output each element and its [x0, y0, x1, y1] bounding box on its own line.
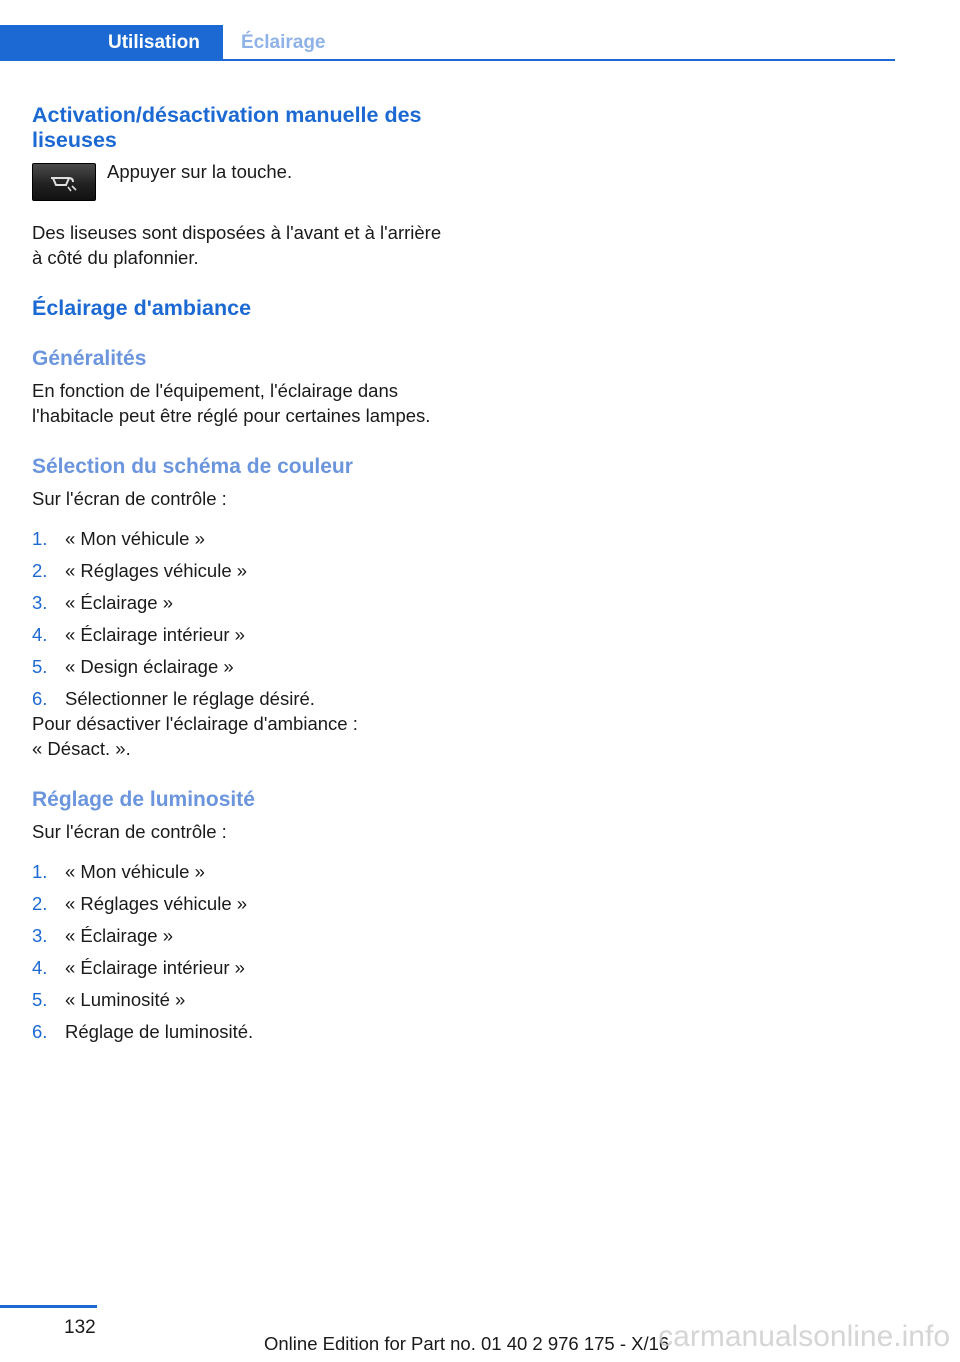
step-text: « Réglages véhicule » [65, 560, 248, 581]
heading-general: Généralités [32, 347, 147, 370]
list-item [32, 654, 452, 686]
ambient-off-line2: « Désact. ». [32, 738, 131, 759]
footer-rule [0, 1305, 97, 1308]
step-text: « Éclairage » [65, 925, 173, 946]
step-text: « Luminosité » [65, 989, 186, 1010]
step-number: 5. [32, 656, 48, 677]
color-scheme-steps [32, 526, 452, 718]
step-number: 2. [32, 893, 48, 914]
list-item [32, 987, 452, 1019]
edition-info: Online Edition for Part no. 01 40 2 976 175 - X/16 [264, 1333, 670, 1354]
step-text: « Éclairage » [65, 592, 173, 613]
step-text: Réglage de luminosité. [65, 1021, 254, 1042]
step-text: « Design éclairage » [65, 656, 234, 677]
step-number: 3. [32, 592, 48, 613]
step-number: 5. [32, 989, 48, 1010]
step-number: 1. [32, 528, 48, 549]
heading-reading-lights: Activation/désactivation manuelle des liseuses [32, 103, 422, 152]
ambient-off-instruction [32, 711, 452, 761]
list-item [32, 558, 452, 590]
color-scheme-intro: Sur l'écran de contrôle : [32, 488, 227, 509]
step-number: 4. [32, 624, 48, 645]
general-description: En fonction de l'équipement, l'éclairage dans l'habitacle peut être réglé pour certaines lampes. [32, 380, 431, 426]
button-instruction-text: Appuyer sur la touche. [107, 161, 293, 182]
step-number: 2. [32, 560, 48, 581]
list-item [32, 955, 452, 987]
heading-ambient-lighting: Éclairage d'ambiance [32, 296, 252, 320]
step-text: « Mon véhicule » [65, 528, 205, 549]
brightness-steps [32, 859, 452, 1051]
step-number: 6. [32, 1021, 48, 1042]
step-text: « Réglages véhicule » [65, 893, 248, 914]
heading-brightness: Réglage de luminosité [32, 788, 255, 811]
ambient-off-line1: Pour désactiver l'éclairage d'ambiance : [32, 713, 358, 734]
list-item [32, 923, 452, 955]
page-header [0, 25, 895, 61]
reading-lights-description: Des liseuses sont disposées à l'avant et à l'arrière à côté du plafonnier. [32, 222, 442, 268]
brightness-intro: Sur l'écran de contrôle : [32, 821, 227, 842]
reading-light-button-icon [32, 163, 96, 201]
step-number: 4. [32, 957, 48, 978]
page-number: 132 [64, 1317, 96, 1338]
button-instruction [32, 159, 452, 207]
step-text: « Éclairage intérieur » [65, 624, 245, 645]
step-text: « Mon véhicule » [65, 861, 205, 882]
step-number: 3. [32, 925, 48, 946]
list-item [32, 859, 452, 891]
list-item [32, 526, 452, 558]
watermark: carmanualsonline.info [658, 1320, 950, 1353]
section-tab-eclairage[interactable]: Éclairage [241, 32, 326, 53]
step-text: Sélectionner le réglage désiré. [65, 688, 315, 709]
heading-color-scheme: Sélection du schéma de couleur [32, 455, 353, 478]
page-content [32, 103, 452, 1051]
header-rule [0, 59, 895, 61]
step-text: « Éclairage intérieur » [65, 957, 245, 978]
list-item [32, 590, 452, 622]
step-number: 1. [32, 861, 48, 882]
list-item [32, 891, 452, 923]
step-number: 6. [32, 688, 48, 709]
list-item [32, 686, 452, 718]
list-item [32, 622, 452, 654]
list-item [32, 1019, 452, 1051]
chapter-tab-utilisation[interactable]: Utilisation [0, 25, 223, 61]
